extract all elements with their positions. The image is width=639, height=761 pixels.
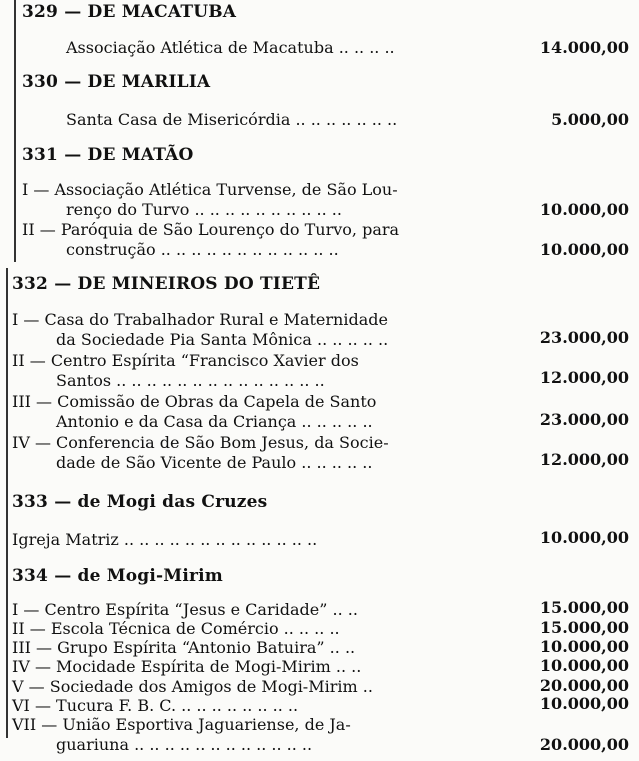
entry-amount: 10.000,00 [539,200,629,219]
entry-text: renço do Turvo .. .. .. .. .. .. .. .. .. .. [66,200,342,219]
margin-rule [14,0,16,262]
entry-text: VII — União Esportiva Jaguariense, de Ja- [12,715,351,734]
entry-text: IV — Conferencia de São Bom Jesus, da Socie- [12,433,389,452]
entry-text: I — Centro Espírita “Jesus e Caridade” .. .. [12,600,358,619]
section-heading: 332 — DE MINEIROS DO TIETÊ [12,274,321,294]
entry-text: III — Comissão de Obras da Capela de Santo [12,392,377,411]
margin-rule [6,268,8,738]
entry-text: construção .. .. .. .. .. .. .. .. .. .. .. .. [66,240,339,259]
section-heading: 329 — DE MACATUBA [22,2,237,22]
entry-text: II — Paróquia de São Lourenço do Turvo, para [22,220,400,239]
entry-text: Associação Atlética de Macatuba .. .. .. .. [66,38,395,57]
entry-amount: 10.000,00 [539,656,629,675]
entry-amount: 23.000,00 [539,410,629,429]
entry-amount: 10.000,00 [539,528,629,547]
entry-text: Antonio e da Casa da Criança .. .. .. .. .. [56,412,373,431]
entry-text: Santos .. .. .. .. .. .. .. .. .. .. .. .. .. .. [56,371,325,390]
entry-amount: 12.000,00 [539,368,629,387]
section-heading: 331 — DE MATÃO [22,145,194,165]
entry-text: II — Escola Técnica de Comércio .. .. .. .. [12,619,340,638]
section-heading: 330 — DE MARILIA [22,72,211,92]
entry-text: da Sociedade Pia Santa Mônica .. .. .. .. .. [56,330,389,349]
entry-amount: 23.000,00 [539,328,629,347]
entry-text: VI — Tucura F. B. C. .. .. .. .. .. .. .. .. [12,696,299,715]
entry-amount: 15.000,00 [539,618,629,637]
entry-text: Igreja Matriz .. .. .. .. .. .. .. .. .. .. .. .. .. [12,530,318,549]
entry-text: I — Associação Atlética Turvense, de São Lou- [22,180,398,199]
entry-amount: 10.000,00 [539,694,629,713]
entry-amount: 20.000,00 [539,735,629,754]
entry-text: guariuna .. .. .. .. .. .. .. .. .. .. .. .. [56,735,313,754]
entry-amount: 15.000,00 [539,598,629,617]
entry-text: V — Sociedade dos Amigos de Mogi-Mirim .. [12,677,373,696]
entry-text: III — Grupo Espírita “Antonio Batuira” .. .. [12,638,356,657]
entry-amount: 20.000,00 [539,676,629,695]
entry-text: I — Casa do Trabalhador Rural e Maternidade [12,310,388,329]
entry-amount: 10.000,00 [539,240,629,259]
section-heading: 333 — de Mogi das Cruzes [12,492,268,512]
entry-text: IV — Mocidade Espírita de Mogi-Mirim .. .. [12,657,362,676]
entry-text: II — Centro Espírita “Francisco Xavier dos [12,351,359,370]
entry-text: dade de São Vicente de Paulo .. .. .. .. .. [56,453,373,472]
entry-text: Santa Casa de Misericórdia .. .. .. .. .. .. .. [66,110,398,129]
entry-amount: 5.000,00 [551,110,629,129]
entry-amount: 10.000,00 [539,637,629,656]
section-heading: 334 — de Mogi-Mirim [12,566,223,586]
entry-amount: 12.000,00 [539,450,629,469]
entry-amount: 14.000,00 [539,38,629,57]
